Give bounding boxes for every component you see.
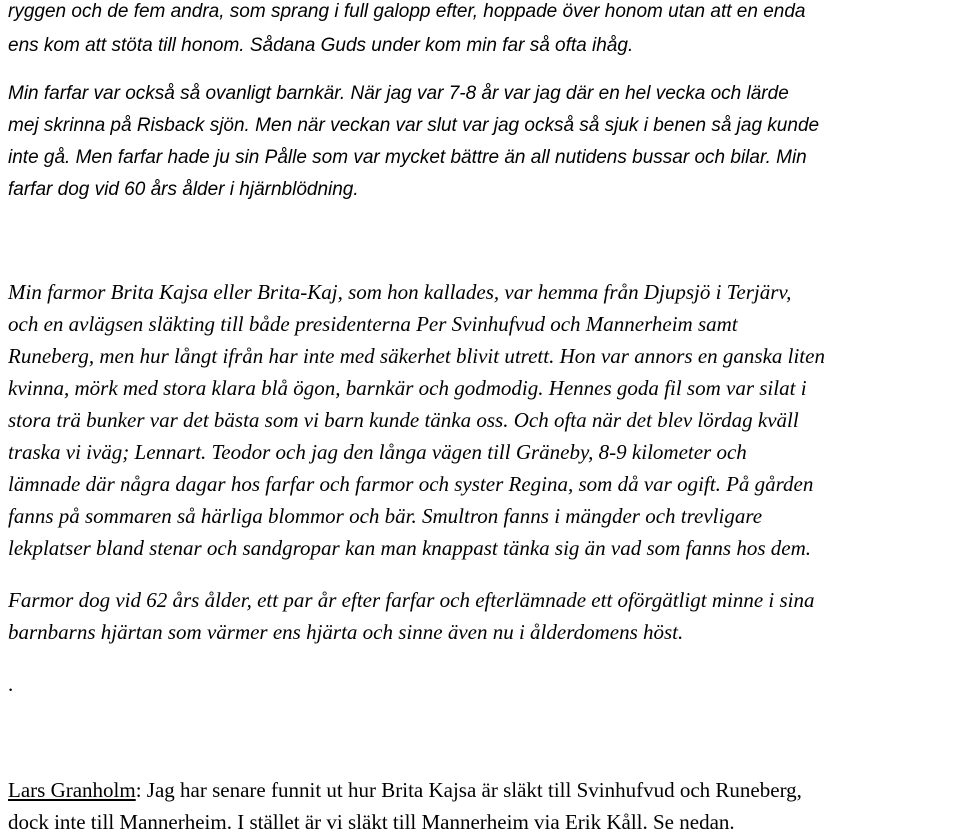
- paragraph-2-line-2: mej skrinna på Risback sjön. Men när veckan var slut var jag också så sjuk i benen så jag kunde: [8, 115, 820, 136]
- paragraph-2-line-3: inte gå. Men farfar hade ju sin Pålle som var mycket bättre än all nutidens bussar och bilar. Min: [8, 147, 807, 168]
- paragraph-3-line-1: Min farmor Brita Kajsa eller Brita-Kaj, som hon kallades, var hemma från Djupsjö i Terjärv,: [8, 280, 792, 304]
- paragraph-3-line-5: stora trä bunker var det bästa som vi barn kunde tänka oss. Och ofta när det blev lördag kväll: [8, 408, 799, 432]
- note-author: Lars Granholm: [8, 778, 136, 802]
- paragraph-1-line-2: ens kom att stöta till honom. Sådana Guds under kom min far så ofta ihåg.: [8, 35, 634, 56]
- note-line-1: [8, 780, 802, 801]
- paragraph-3-line-3: Runeberg, men hur långt ifrån har inte med säkerhet blivit utrett. Hon var annors en ganska liten: [8, 344, 825, 368]
- paragraph-3-line-4: kvinna, mörk med stora klara blå ögon, barnkär och godmodig. Hennes goda fil som var silat i: [8, 376, 807, 400]
- paragraph-3-line-8: fanns på sommaren så härliga blommor och bär. Smultron fanns i mängder och trevligare: [8, 504, 763, 528]
- paragraph-3-line-9: lekplatser bland stenar och sandgropar kan man knappast tänka sig än vad som fanns hos dem.: [8, 536, 812, 560]
- paragraph-3-line-7: lämnade där några dagar hos farfar och farmor och syster Regina, som då var ogift. På gården: [8, 472, 814, 496]
- paragraph-1-line-1: ryggen och de fem andra, som sprang i full galopp efter, hoppade över honom utan att en enda: [8, 1, 806, 22]
- paragraph-2-line-1: Min farfar var också så ovanligt barnkär. När jag var 7-8 år var jag där en hel vecka och lärde: [8, 83, 789, 104]
- paragraph-4-line-2: barnbarns hjärtan som värmer ens hjärta och sinne även nu i ålderdomens höst.: [8, 620, 684, 644]
- note-line-2: dock inte till Mannerheim. I stället är vi släkt till Mannerheim via Erik Kåll. Se nedan.: [8, 810, 735, 834]
- paragraph-4-line-1: Farmor dog vid 62 års ålder, ett par år efter farfar och efterlämnade ett oförgätligt minne i sina: [8, 588, 815, 612]
- separator-dot: .: [8, 672, 14, 696]
- paragraph-3-line-6: traska vi iväg; Lennart. Teodor och jag den långa vägen till Gräneby, 8-9 kilometer och: [8, 440, 747, 464]
- paragraph-2-line-4: farfar dog vid 60 års ålder i hjärnblödning.: [8, 179, 359, 200]
- note-line-1-text: : Jag har senare funnit ut hur Brita Kajsa är släkt till Svinhufvud och Runeberg,: [135, 778, 802, 802]
- paragraph-3-line-2: och en avlägsen släkting till både presidenterna Per Svinhufvud och Mannerheim samt: [8, 312, 738, 336]
